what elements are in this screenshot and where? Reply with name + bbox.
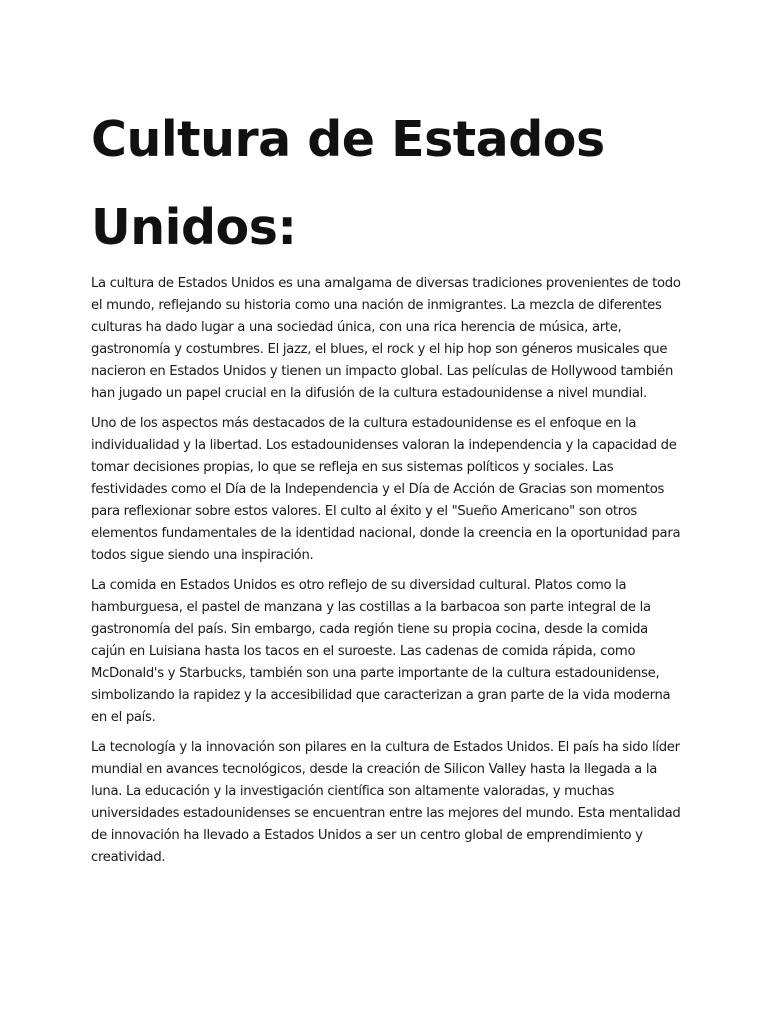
document-content [91,96,681,877]
paragraph-music-arts: La cultura de Estados Unidos es una amalgama de diversas tradiciones provenientes de todo el mundo, reflejando su historia como una nación de inmigrantes. La mezcla de diferentes culturas ha dado lugar a una sociedad única, con una rica herencia de música, arte, gastronomía y costumbres. El jazz, el blues, el rock y el hip hop son géneros musicales que nacieron en Estados Unidos y tienen un impacto global. Las películas de Hollywood también han jugado un papel crucial en la difusión de la cultura estadounidense a nivel mundial. [91,276,681,401]
paragraph-food: La comida en Estados Unidos es otro reflejo de su diversidad cultural. Platos como la hamburguesa, el pastel de manzana y las costillas a la barbacoa son parte integral de la gastronomía del país. Sin embargo, cada región tiene su propia cocina, desde la comida cajún en Luisiana hasta los tacos en el suroeste. Las cadenas de comida rápida, como McDonald's y Starbucks, también son una parte importante de la cultura estadounidense, simbolizando la rapidez y la accesibilidad que caracterizan a gran parte de la vida moderna en el país. [91,578,671,725]
paragraph-technology: La tecnología y la innovación son pilares en la cultura de Estados Unidos. El país ha sido líder mundial en avances tecnológicos, desde la creación de Silicon Valley hasta la llegada a la luna. La educación y la investigación científica son altamente valoradas, y muchas universidades estadounidenses se encuentran entre las mejores del mundo. Esta mentalidad de innovación ha llevado a Estados Unidos a ser un centro global de emprendimiento y creatividad. [91,740,681,865]
document-title: Cultura de Estados Unidos: [91,111,605,256]
document-body [91,273,681,869]
paragraph-values-freedom: Uno de los aspectos más destacados de la cultura estadounidense es el enfoque en la individualidad y la libertad. Los estadounidenses valoran la independencia y la capacidad de tomar decisiones propias, lo que se refleja en sus sistemas políticos y sociales. Las festividades como el Día de la Independencia y el Día de Acción de Gracias son momentos para reflexionar sobre estos valores. El culto al éxito y el "Sueño Americano" son otros elementos fundamentales de la identidad nacional, donde la creencia en la oportunidad para todos sigue siendo una inspiración. [91,416,681,563]
